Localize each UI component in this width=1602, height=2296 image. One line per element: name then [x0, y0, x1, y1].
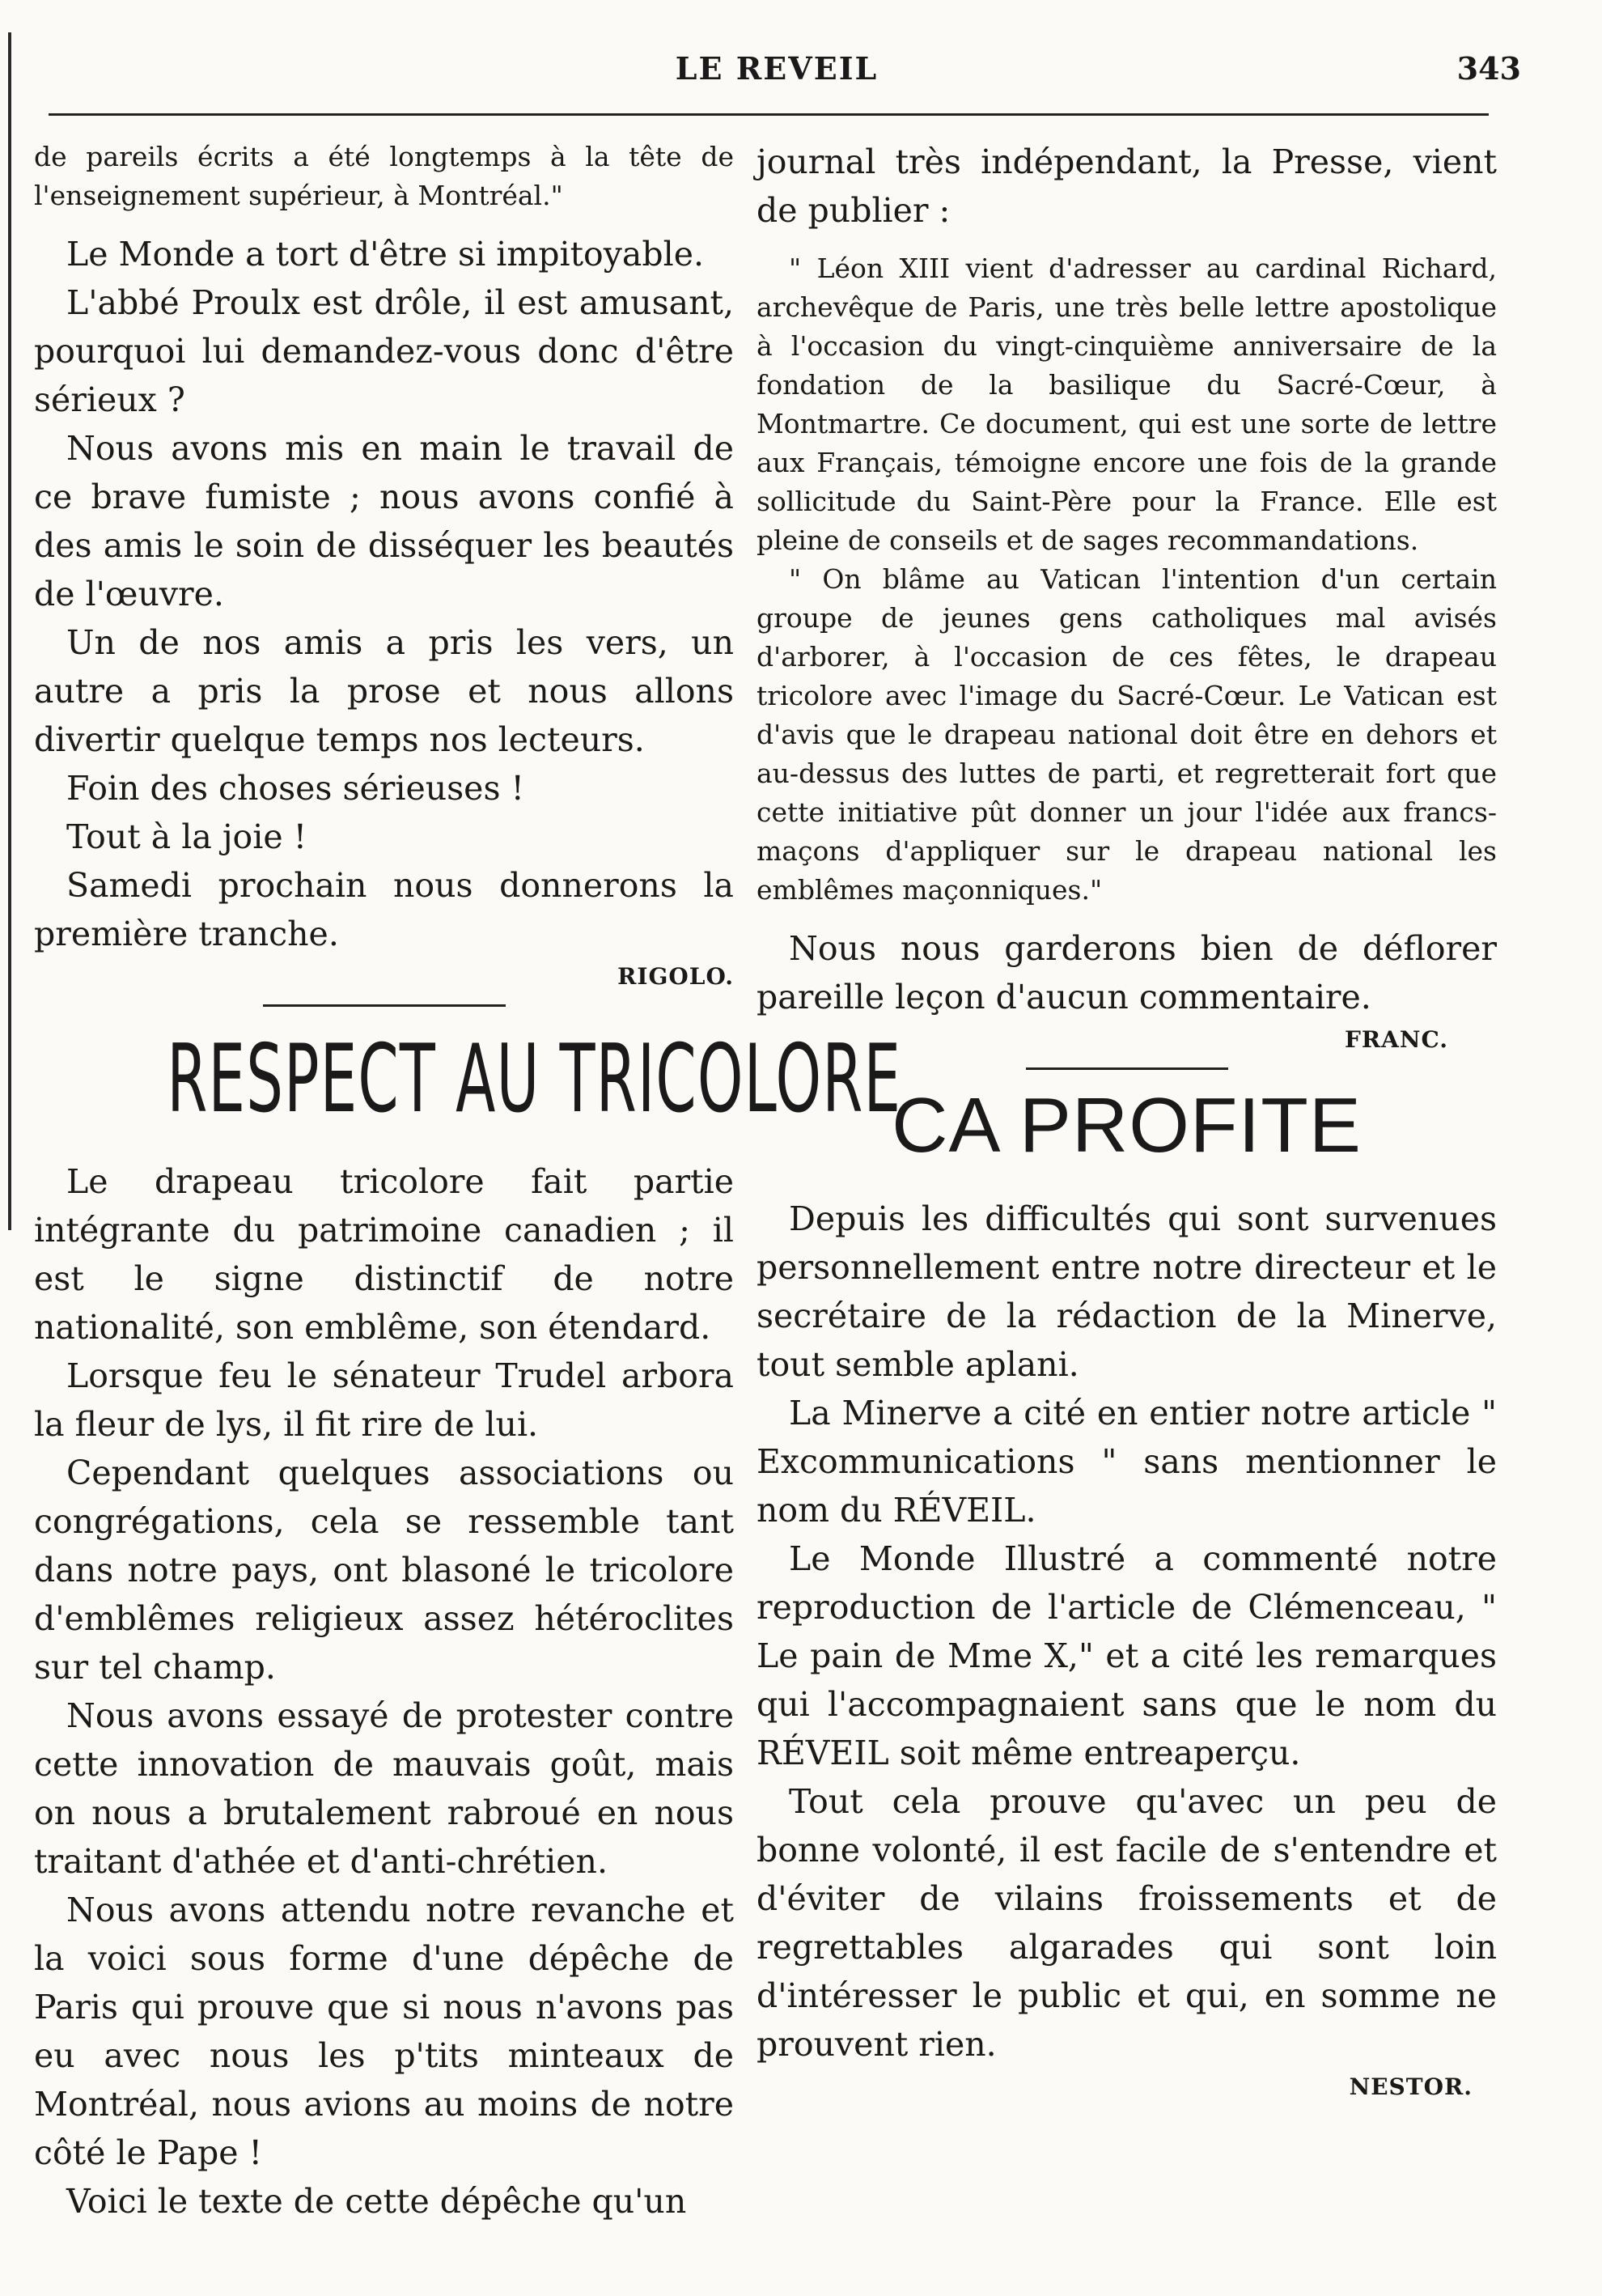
section-divider	[263, 1004, 506, 1007]
continued-quote: de pareils écrits a été longtemps à la tête de l'enseignement supérieur, à Montréal."	[34, 141, 734, 211]
paragraph: Voici le texte de cette dépêche qu'un	[66, 2182, 687, 2221]
paragraph: Le drapeau tricolore fait partie intégrante du patrimoine canadien ; il est le signe distinctif de notre nationalité, son emblême, son étendard.	[34, 1162, 734, 1347]
paragraph: L'abbé Proulx est drôle, il est amusant, pourquoi lui demandez-vous donc d'être sérieux ?	[34, 283, 734, 419]
page-header	[49, 50, 1521, 99]
paragraph: journal très indépendant, la Presse, vient de publier :	[756, 142, 1497, 230]
signature-rigolo: RIGOLO.	[617, 963, 734, 990]
paragraph: La Minerve a cité en entier notre article " Excommunications " sans mentionner le nom du RÉVEIL.	[756, 1394, 1497, 1530]
left-column	[34, 138, 902, 2226]
header-rule	[49, 113, 1489, 116]
running-head: LE REVEIL	[675, 50, 879, 87]
paragraph: Le Monde a tort d'être si impitoyable.	[66, 235, 704, 274]
signature-franc: FRANC.	[1344, 1026, 1448, 1053]
paragraph: Tout cela prouve qu'avec un peu de bonne volonté, il est facile de s'entendre et d'éviter de vilains froissements et de regrettables algarades qui sont loin d'intéresser le public et qui, en somme ne prouvent rien.	[756, 1782, 1497, 2064]
page-number: 343	[1456, 50, 1521, 87]
signature-nestor: NESTOR.	[1349, 2073, 1473, 2100]
paragraph: Le Monde Illustré a commenté notre reproduction de l'article de Clémenceau, " Le pain de Mme X," et a cité les remarques qui l'accompagnaient sans que le nom du RÉVEIL soit même entreaperçu.	[756, 1539, 1497, 1772]
paragraph: Depuis les difficultés qui sont survenues personnellement entre notre directeur et le secrétaire de la rédaction de la Minerve, tout semble aplani.	[756, 1199, 1497, 1384]
paragraph: Nous avons attendu notre revanche et la voici sous forme d'une dépêche de Paris qui prouve que si nous n'avons pas eu avec nous les p'tits minteaux de Montréal, nous avions au moins de notre côté le Pape !	[34, 1891, 734, 2172]
section-divider	[1026, 1067, 1228, 1070]
paragraph: Lorsque feu le sénateur Trudel arbora la fleur de lys, il fit rire de lui.	[34, 1356, 734, 1444]
paragraph: Foin des choses sérieuses !	[66, 769, 524, 808]
quoted-dispatch: " On blâme au Vatican l'intention d'un certain groupe de jeunes gens catholiques mal avisés d'arborer, à l'occasion de ces fêtes, le drapeau tricolore avec l'image du Sacré-Cœur. Le Vatican est d'avis que le drapeau national doit être en dehors et au-dessus des luttes de parti, et regretterait fort que cette initiative pût donner un jour l'idée aux francs-maçons d'appliquer sur le drapeau national les emblêmes maçonniques."	[756, 563, 1497, 906]
paragraph: Nous avons mis en main le travail de ce brave fumiste ; nous avons confié à des amis le soin de disséquer les beautés de l'œuvre.	[34, 429, 734, 613]
paragraph: Nous nous garderons bien de déflorer pareille leçon d'aucun commentaire.	[756, 929, 1497, 1016]
paragraph: Cependant quelques associations ou congrégations, cela se ressemble tant dans notre pays, ont blasoné le tricolore d'emblêmes religieux assez hétéroclites sur tel champ.	[34, 1454, 734, 1687]
headline-ca-profite: CA PROFITE	[892, 1082, 1362, 1169]
paragraph: Tout à la joie !	[66, 817, 307, 856]
paragraph: Samedi prochain nous donnerons la première tranche.	[34, 866, 734, 953]
quoted-dispatch: " Léon XIII vient d'adresser au cardinal Richard, archevêque de Paris, une très belle lettre apostolique à l'occasion du vingt-cinquième anniversaire de la fondation de la basilique du Sacré-Cœur, à Montmartre. Ce document, qui est une sorte de lettre aux Français, témoigne encore une fois de la grande sollicitude du Saint-Père pour la France. Elle est pleine de conseils et de sages recommandations.	[756, 253, 1497, 556]
paragraph: Un de nos amis a pris les vers, un autre a pris la prose et nous allons divertir quelque temps nos lecteurs.	[34, 623, 734, 759]
left-margin-rule	[8, 32, 11, 1230]
paragraph: Nous avons essayé de protester contre cette innovation de mauvais goût, mais on nous a brutalement rabroué en nous traitant d'athée et d'anti-chrétien.	[34, 1696, 734, 1881]
right-column	[756, 138, 1497, 2100]
headline-respect-au-tricolore: RESPECT AU TRICOLORE	[167, 1025, 902, 1134]
